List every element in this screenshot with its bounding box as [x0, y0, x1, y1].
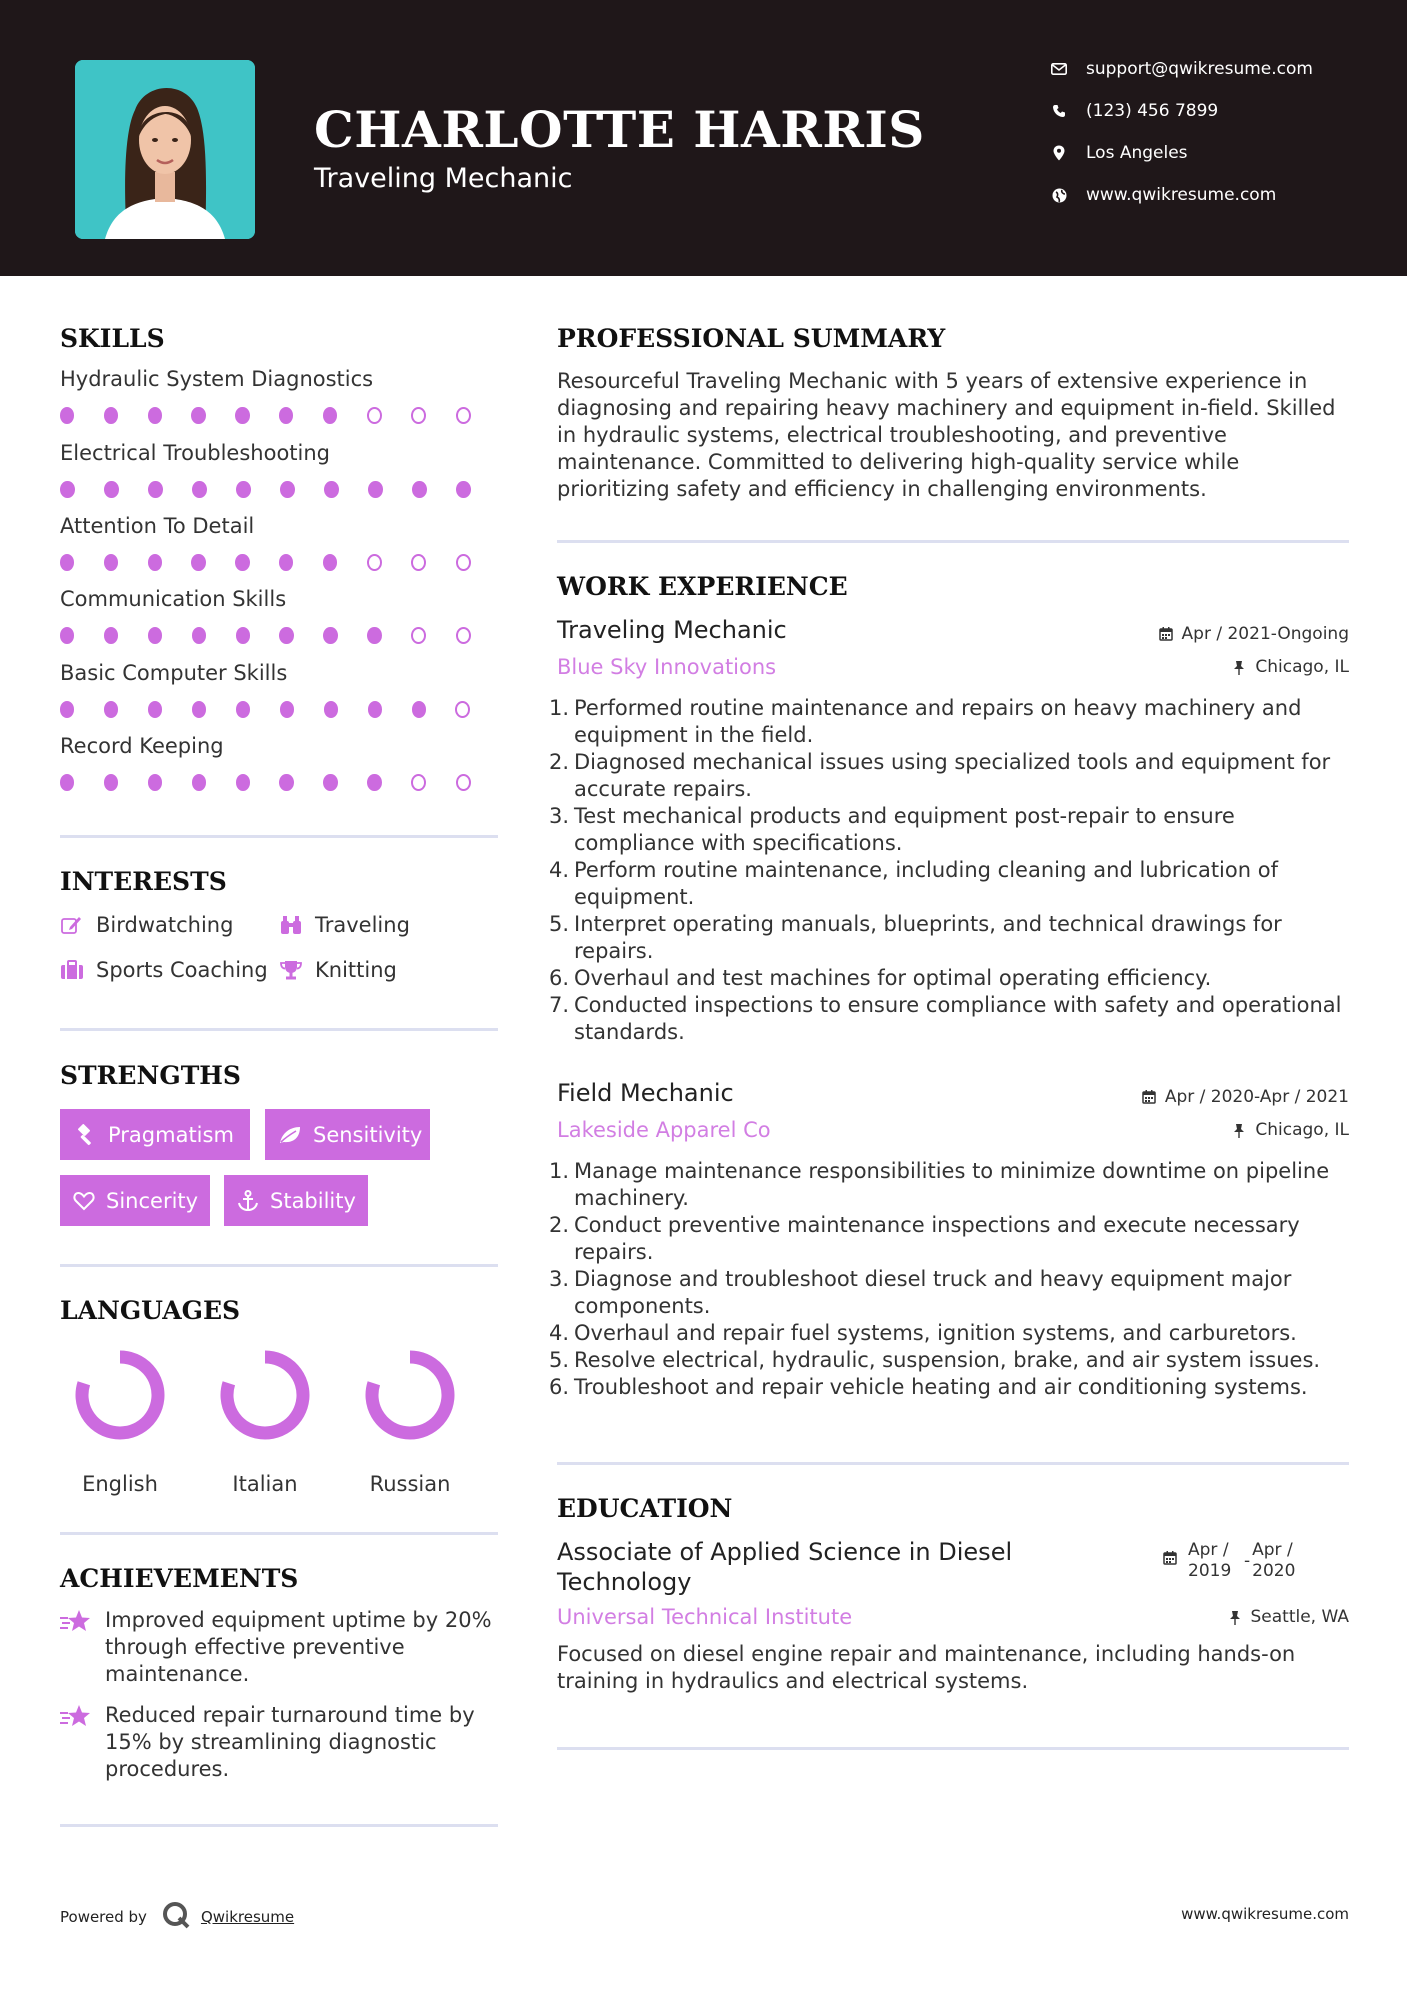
- section-divider: [60, 835, 498, 838]
- job-location: Chicago, IL: [1231, 1120, 1349, 1140]
- skill-rating: [60, 407, 500, 424]
- rating-dot-filled: [324, 481, 339, 498]
- contact-website[interactable]: [1050, 180, 1380, 210]
- section-divider: [60, 1824, 498, 1827]
- rating-dot-filled: [60, 554, 74, 571]
- duty-item: 4. Perform routine maintenance, including cleaning and lubrication of equipment.: [549, 858, 1278, 909]
- skill-item: [60, 441, 500, 498]
- rating-dot-empty: [455, 701, 470, 718]
- duty-item: 4. Overhaul and repair fuel systems, ignition systems, and carburetors.: [549, 1321, 1297, 1345]
- phone-icon: [1050, 102, 1068, 120]
- gavel-icon: [73, 1123, 97, 1147]
- rating-dot-filled: [104, 554, 118, 571]
- rating-dot-filled: [60, 774, 74, 791]
- duty-item: 1. Performed routine maintenance and repairs on heavy machinery and equipment in the field.: [549, 696, 1302, 747]
- rating-dot-filled: [323, 554, 337, 571]
- interests-title: INTERESTS: [60, 867, 227, 896]
- rating-dot-filled: [104, 774, 118, 791]
- summary-title: PROFESSIONAL SUMMARY: [557, 324, 946, 353]
- school-name: Universal Technical Institute: [557, 1605, 853, 1629]
- rating-dot-filled: [236, 774, 250, 791]
- rating-dot-filled: [323, 627, 337, 644]
- language-progress-arc: [82, 1357, 158, 1433]
- footer-url[interactable]: www.qwikresume.com: [1181, 1905, 1349, 1923]
- section-divider: [60, 1264, 498, 1267]
- skill-rating: [60, 481, 500, 498]
- education-title: EDUCATION: [557, 1494, 733, 1523]
- strength-tag: Sincerity: [60, 1175, 210, 1226]
- section-divider: [60, 1532, 498, 1535]
- rating-dot-filled: [60, 407, 74, 424]
- contact-location-text: Los Angeles: [1086, 143, 1188, 163]
- rating-dot-filled: [104, 407, 118, 424]
- contact-location: [1050, 138, 1380, 168]
- rating-dot-empty: [367, 554, 382, 571]
- calendar-icon: [1158, 626, 1174, 642]
- skill-rating: [60, 627, 500, 644]
- skills-title: SKILLS: [60, 324, 165, 353]
- rating-dot-filled: [367, 627, 381, 644]
- duty-item: 7. Conducted inspections to ensure compliance with safety and operational standards.: [549, 993, 1342, 1044]
- interest-item: Knitting: [279, 955, 397, 985]
- interest-item: Traveling: [279, 910, 410, 940]
- skill-name: Record Keeping: [60, 734, 224, 758]
- interest-item: Sports Coaching: [60, 955, 268, 985]
- skill-name: Communication Skills: [60, 587, 287, 611]
- job-title: Field Mechanic: [557, 1079, 734, 1107]
- footer-branding: [60, 1900, 294, 1934]
- strength-tag: Stability: [224, 1175, 368, 1226]
- duty-item: 5. Interpret operating manuals, blueprints, and technical drawings for repairs.: [549, 912, 1282, 963]
- qwikresume-logo-icon: [161, 1900, 191, 1934]
- job-duties: [549, 695, 1359, 1046]
- achievement-text: Improved equipment uptime by 20% through effective preventive maintenance.: [105, 1608, 492, 1686]
- rating-dot-filled: [236, 627, 250, 644]
- thumbtack-icon: [1231, 1122, 1247, 1138]
- education-start-date: Apr / 2019: [1188, 1540, 1232, 1581]
- rating-dot-filled: [279, 627, 293, 644]
- rating-dot-filled: [280, 481, 295, 498]
- resume-header: [0, 0, 1407, 276]
- education-date-separator: -: [1244, 1551, 1251, 1571]
- rating-dot-empty: [456, 554, 471, 571]
- rating-dot-filled: [148, 774, 162, 791]
- rating-dot-empty: [456, 774, 471, 791]
- section-divider: [557, 1462, 1349, 1465]
- rating-dot-filled: [323, 774, 337, 791]
- skill-name: Attention To Detail: [60, 514, 255, 538]
- rating-dot-filled: [191, 554, 205, 571]
- job-location: Chicago, IL: [1231, 657, 1349, 677]
- envelope-icon: [1050, 60, 1068, 78]
- rating-dot-filled: [148, 407, 162, 424]
- trophy-icon: [279, 958, 303, 982]
- skill-item: [60, 661, 500, 718]
- skill-name: Basic Computer Skills: [60, 661, 288, 685]
- candidate-role: Traveling Mechanic: [314, 163, 573, 194]
- edit-icon: [60, 913, 84, 937]
- section-divider: [557, 1747, 1349, 1750]
- rating-dot-empty: [456, 407, 471, 424]
- skill-item: [60, 367, 500, 424]
- rating-dot-filled: [192, 627, 206, 644]
- map-pin-icon: [1050, 144, 1068, 162]
- candidate-name: CHARLOTTE HARRIS: [314, 100, 925, 159]
- skill-rating: [60, 774, 500, 791]
- strengths-title: STRENGTHS: [60, 1061, 241, 1090]
- rating-dot-filled: [236, 701, 250, 718]
- rating-dot-filled: [279, 407, 293, 424]
- rating-dot-empty: [411, 774, 426, 791]
- anchor-icon: [237, 1189, 259, 1213]
- rating-dot-empty: [411, 627, 426, 644]
- language-name: Italian: [232, 1472, 298, 1496]
- rating-dot-empty: [411, 407, 426, 424]
- duty-item: 6. Troubleshoot and repair vehicle heating and air conditioning systems.: [549, 1375, 1308, 1399]
- education-dates: [1163, 1540, 1298, 1582]
- qwikresume-link[interactable]: Qwikresume: [200, 1908, 295, 1926]
- language-progress-ring: [73, 1348, 167, 1442]
- job-dates: Apr / 2021-Ongoing: [1158, 624, 1349, 644]
- rating-dot-filled: [280, 701, 294, 718]
- rating-dot-filled: [148, 554, 162, 571]
- job-dates: Apr / 2020-Apr / 2021: [1141, 1087, 1349, 1107]
- suitcase-icon: [60, 958, 84, 982]
- calendar-icon: [1141, 1089, 1157, 1105]
- rating-dot-filled: [367, 774, 381, 791]
- rating-dot-filled: [104, 627, 118, 644]
- rating-dot-filled: [191, 407, 205, 424]
- language-progress-arc: [227, 1357, 303, 1433]
- duty-item: 2. Diagnosed mechanical issues using specialized tools and equipment for accurate repairs.: [549, 750, 1331, 801]
- interest-item: Birdwatching: [60, 910, 233, 940]
- rating-dot-filled: [456, 481, 471, 498]
- rating-dot-filled: [412, 481, 427, 498]
- strength-tag: Sensitivity: [265, 1109, 430, 1160]
- rating-dot-filled: [60, 701, 74, 718]
- skill-name: Hydraulic System Diagnostics: [60, 367, 374, 391]
- duty-item: 1. Manage maintenance responsibilities to minimize downtime on pipeline machinery.: [549, 1159, 1330, 1210]
- language-item: [60, 1348, 180, 1496]
- duty-item: 6. Overhaul and test machines for optimal operating efficiency.: [549, 966, 1212, 990]
- contact-phone[interactable]: [1050, 96, 1380, 126]
- heart-icon: [73, 1189, 95, 1213]
- rating-dot-empty: [411, 554, 426, 571]
- rating-dot-filled: [368, 701, 382, 718]
- skill-name: Electrical Troubleshooting: [60, 441, 331, 465]
- rating-dot-filled: [148, 627, 162, 644]
- skill-item: [60, 734, 500, 791]
- experience-title: WORK EXPERIENCE: [557, 572, 848, 601]
- language-progress-ring: [218, 1348, 312, 1442]
- rating-dot-filled: [192, 701, 206, 718]
- calendar-icon: [1163, 1550, 1179, 1566]
- binoculars-icon: [279, 913, 303, 937]
- achievement-item: [60, 1702, 500, 1783]
- summary-text: Resourceful Traveling Mechanic with 5 years of extensive experience in diagnosing and repairing heavy machinery and equipment in-field. Skilled in hydraulic systems, electrical troubleshooting, and preventive maintenance. Committed to delivering high-quality service while prioritizing safety and efficiency in challenging environments.: [557, 369, 1336, 501]
- strength-tag: Pragmatism: [60, 1109, 250, 1160]
- profile-photo: [75, 60, 255, 239]
- skill-rating: [60, 701, 500, 718]
- company-name: Blue Sky Innovations: [557, 655, 777, 679]
- languages-title: LANGUAGES: [60, 1296, 241, 1325]
- contact-phone-text: (123) 456 7899: [1086, 101, 1219, 121]
- rating-dot-filled: [279, 554, 293, 571]
- contact-email-text: support@qwikresume.com: [1086, 59, 1313, 79]
- language-progress-arc: [372, 1357, 448, 1433]
- achievement-item: [60, 1607, 500, 1688]
- achievement-text: Reduced repair turnaround time by 15% by streamlining diagnostic procedures.: [105, 1703, 475, 1781]
- contact-website-text: www.qwikresume.com: [1086, 185, 1277, 205]
- rating-dot-filled: [192, 774, 206, 791]
- rating-dot-filled: [104, 701, 118, 718]
- rating-dot-filled: [60, 481, 75, 498]
- education-end-date: Apr / 2020: [1252, 1540, 1296, 1581]
- powered-by-text: Powered by: [60, 1908, 147, 1926]
- company-name: Lakeside Apparel Co: [557, 1118, 771, 1142]
- language-item: [350, 1348, 470, 1496]
- rating-dot-filled: [104, 481, 119, 498]
- skill-item: [60, 514, 500, 571]
- rating-dot-empty: [367, 407, 382, 424]
- shooting-star-icon: [60, 1703, 92, 1731]
- duty-item: 2. Conduct preventive maintenance inspections and execute necessary repairs.: [549, 1213, 1300, 1264]
- education-description: Focused on diesel engine repair and maintenance, including hands-on training in hydraulics and electrical systems.: [557, 1642, 1296, 1693]
- section-divider: [60, 1028, 498, 1031]
- rating-dot-empty: [456, 627, 471, 644]
- thumbtack-icon: [1231, 659, 1247, 675]
- degree-title: Associate of Applied Science in Diesel Technology: [557, 1538, 1013, 1596]
- contact-email[interactable]: [1050, 54, 1380, 84]
- skill-item: [60, 587, 500, 644]
- section-divider: [557, 540, 1349, 543]
- job-duties: [549, 1158, 1359, 1401]
- rating-dot-filled: [236, 481, 251, 498]
- duty-item: 3. Diagnose and troubleshoot diesel truck and heavy equipment major components.: [549, 1267, 1292, 1318]
- rating-dot-filled: [323, 407, 337, 424]
- rating-dot-filled: [412, 701, 426, 718]
- rating-dot-filled: [60, 627, 74, 644]
- rating-dot-filled: [368, 481, 383, 498]
- duty-item: 3. Test mechanical products and equipment post-repair to ensure compliance with specifications.: [549, 804, 1235, 855]
- language-item: [205, 1348, 325, 1496]
- rating-dot-filled: [148, 701, 162, 718]
- leaf-icon: [278, 1123, 302, 1147]
- rating-dot-filled: [279, 774, 293, 791]
- language-name: English: [82, 1472, 158, 1496]
- rating-dot-filled: [235, 407, 249, 424]
- shooting-star-icon: [60, 1608, 92, 1636]
- rating-dot-filled: [324, 701, 338, 718]
- rating-dot-filled: [235, 554, 249, 571]
- thumbtack-icon: [1227, 1609, 1243, 1625]
- globe-icon: [1050, 186, 1068, 204]
- rating-dot-filled: [192, 481, 207, 498]
- achievements-title: ACHIEVEMENTS: [60, 1564, 299, 1593]
- skill-rating: [60, 554, 500, 571]
- language-progress-ring: [363, 1348, 457, 1442]
- rating-dot-filled: [148, 481, 163, 498]
- education-location: Seattle, WA: [1227, 1607, 1350, 1627]
- job-title: Traveling Mechanic: [557, 616, 787, 644]
- duty-item: 5. Resolve electrical, hydraulic, suspension, brake, and air system issues.: [549, 1348, 1321, 1372]
- language-name: Russian: [369, 1472, 451, 1496]
